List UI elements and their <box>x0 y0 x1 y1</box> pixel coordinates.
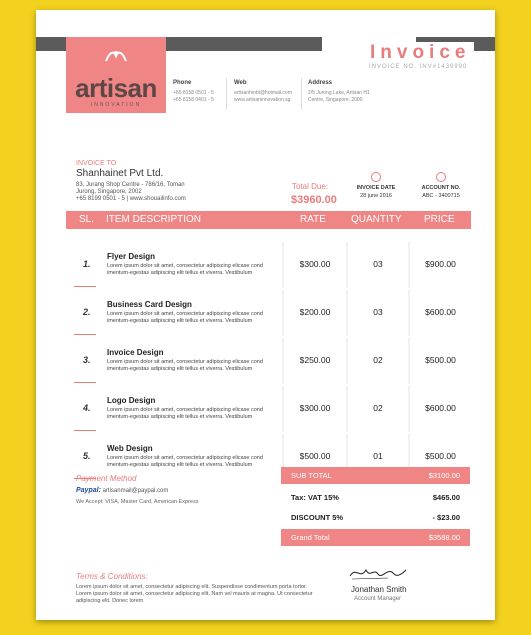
table-header <box>66 211 471 229</box>
item-description: Lorem ipsum dolor sit amet, consectetur adipiscing elicase cond imentum-egestas adipiscing elit tellus et viverra. Vestibulum <box>107 407 263 420</box>
payment-method-title: Payment Method <box>76 474 137 483</box>
item-rate: $250.00 <box>299 355 331 365</box>
tax-row: Tax: VAT 15% $465.00 <box>291 493 460 502</box>
item-rate: $500.00 <box>299 451 331 461</box>
contact-web: Web artisanhmbl@hotmail.com www.artisaninnovation.sg <box>234 80 292 103</box>
item-description: Lorem ipsum dolor sit amet, consectetur adipiscing elicase cond imentum-egestas adipiscing elit tellus et viverra. Vestibulum <box>107 263 263 276</box>
client-address: 83, Jurang Shop Centre - 786/16, Toman Jurong, Singapore, 2002 +65 8199 0501 - 5 | www.shouailinfo.com <box>76 182 186 202</box>
header-price: PRICE <box>424 214 455 225</box>
item-description: Lorem ipsum dolor sit amet, consectetur adipiscing elicase cond imentum-egestas adipiscing elit tellus et viverra. Vestibulum <box>107 311 263 324</box>
item-quantity: 02 <box>373 355 383 365</box>
row-number: 4. <box>83 403 91 413</box>
item-rate: $300.00 <box>299 403 331 413</box>
item-title: Logo Design <box>107 396 156 405</box>
calendar-icon <box>371 172 381 182</box>
divider <box>226 78 227 110</box>
subtotal-row: SUB TOTAL $3100.00 <box>281 467 470 484</box>
brand-name: artisan <box>75 73 157 103</box>
item-price: $900.00 <box>425 259 456 269</box>
item-price: $600.00 <box>425 403 456 413</box>
header-qty: QUANTITY <box>351 214 402 225</box>
terms-text: Lorem ipsum dolor sit amet, consectetur adipiscing elit. Suspendisse condimentum porta tortor. Lorem ipsum dolor sit amet, consectetur adipiscing elit. Nam vel mauris at magna. Ut consectetur adipiscing elit. Donec lorem <box>76 584 313 604</box>
accepted-cards: We Accept: VISA, Master Card, American Express <box>76 499 199 505</box>
signer-role: Account Manager <box>354 596 402 602</box>
header-item: ITEM DESCRIPTION <box>106 214 202 225</box>
row-accent <box>74 430 96 431</box>
invoice-page <box>36 10 495 620</box>
invoice-date: INVOICE DATE 28 june 2016 <box>346 172 406 200</box>
account-number: ACCOUNT NO. ABC - 3400715 <box>411 172 471 200</box>
contact-address: Address 2/5 Jurong Lake, Artisan H1 Centre, Singapore, 2000 <box>308 80 370 103</box>
item-price: $500.00 <box>425 451 456 461</box>
row-number: 3. <box>83 355 91 365</box>
contact-phone: Phone +65 8158 0501 - 5 +65 8158 0401 - 5 <box>173 80 214 103</box>
item-title: Invoice Design <box>107 348 164 357</box>
item-description: Lorem ipsum dolor sit amet, consectetur adipiscing elicase cond imentum-egestas adipiscing elit tellus et viverra. Vestibulum <box>107 455 263 468</box>
grand-total-row: Grand Total $3588.00 <box>281 529 470 546</box>
item-quantity: 02 <box>373 403 383 413</box>
client-name: Shanhainet Pvt Ltd. <box>76 168 164 179</box>
total-due-value: $3960.00 <box>291 194 337 206</box>
item-rate: $200.00 <box>299 307 331 317</box>
table-row <box>66 386 471 432</box>
item-rate: $300.00 <box>299 259 331 269</box>
logo-icon <box>104 49 128 63</box>
item-quantity: 03 <box>373 307 383 317</box>
row-accent <box>74 286 96 287</box>
item-price: $500.00 <box>425 355 456 365</box>
header-rate: RATE <box>300 214 326 225</box>
table-row <box>66 338 471 384</box>
item-quantity: 01 <box>373 451 383 461</box>
item-description: Lorem ipsum dolor sit amet, consectetur adipiscing elicase cond imentum-egestas adipiscing elit tellus et viverra. Vestibulum <box>107 359 263 372</box>
divider <box>301 78 302 110</box>
signature-icon <box>348 564 408 582</box>
item-title: Flyer Design <box>107 252 156 261</box>
row-number: 5. <box>83 451 91 461</box>
row-number: 2. <box>83 307 91 317</box>
total-due-label: Total Due: <box>292 182 329 191</box>
discount-row: DISCOUNT 5% - $23.00 <box>291 513 460 522</box>
header-sl: SL. <box>79 214 95 225</box>
invoice-title: Invoice <box>366 42 474 64</box>
item-price: $600.00 <box>425 307 456 317</box>
brand-tagline: INNOVATION <box>90 102 142 108</box>
item-title: Business Card Design <box>107 300 192 309</box>
item-quantity: 03 <box>373 259 383 269</box>
signer-name: Jonathan Smith <box>351 585 407 594</box>
table-row <box>66 290 471 336</box>
invoice-to-label: INVOICE TO <box>76 160 117 167</box>
row-accent <box>74 334 96 335</box>
row-accent <box>74 382 96 383</box>
account-icon <box>436 172 446 182</box>
item-title: Web Design <box>107 444 153 453</box>
table-row <box>66 242 471 288</box>
row-number: 1. <box>83 259 91 269</box>
terms-title: Terms & Conditions: <box>76 572 148 581</box>
paypal-info: Paypal: artisanmail@paypal.com <box>76 487 169 494</box>
brand-logo <box>66 37 166 113</box>
invoice-number: INVOICE NO. INV#1439990 <box>369 64 468 70</box>
